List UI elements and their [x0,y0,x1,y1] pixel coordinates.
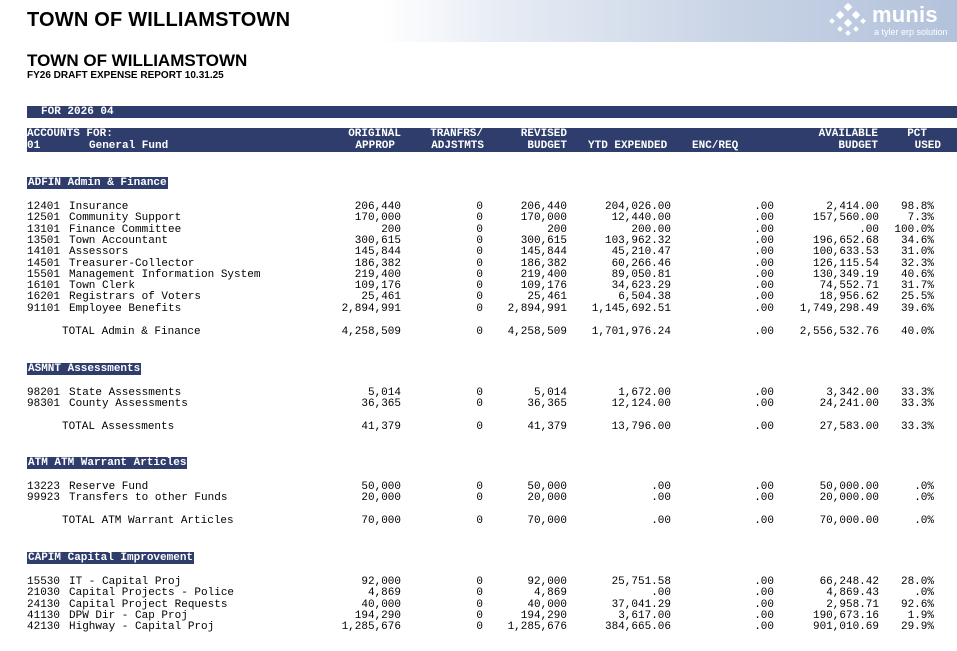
revised-budget-cell: 4,869 [533,587,567,600]
account-code: 99923 [27,492,61,505]
ytd-expended-cell: 3,617.00 [618,609,671,622]
banner-town-name: TOWN OF WILLIAMSTOWN [27,9,291,31]
account-name: Insurance [69,201,129,213]
available-budget-cell: 18,956.62 [819,291,879,304]
tranfrs-adjstmts-cell: 0 [476,325,483,338]
pct-used-cell: 32.3% [900,257,934,270]
account-name: Employee Benefits [69,302,182,315]
tranfrs-adjstmts-cell: 0 [476,246,483,259]
account-code: 15530 [27,576,61,588]
original-approp-cell: 36,365 [361,398,401,411]
available-budget-cell: 4,869.43 [826,587,879,600]
revised-budget-cell: 300,615 [520,234,567,247]
revised-budget-cell: 41,379 [527,421,567,434]
available-budget-cell: 74,552.71 [819,280,879,293]
ytd-expended-cell: 60,266.46 [611,257,671,270]
col-approp: APPROP [355,140,395,152]
tranfrs-adjstmts-cell: 0 [476,280,483,293]
available-budget-cell: 100,633.53 [812,246,879,259]
tranfrs-adjstmts-cell: 0 [476,576,483,588]
pct-used-cell: 39.6% [900,302,934,315]
logo-name: munis [872,2,938,27]
fund-name: General Fund [89,140,169,152]
enc-req-cell: .00 [754,302,774,315]
original-approp-cell: 41,379 [361,421,401,434]
revised-budget-cell: 4,258,509 [507,325,567,338]
pct-used-cell: 33.3% [900,421,934,434]
column-header-bar [27,128,957,152]
enc-req-cell: .00 [754,481,774,493]
tranfrs-adjstmts-cell: 0 [476,481,483,493]
tranfrs-adjstmts-cell: 0 [476,234,483,247]
ytd-expended-cell: 37,041.29 [611,598,671,611]
total-name: TOTAL Assessments [62,421,175,434]
col-adjstmts: ADJSTMTS [431,140,484,152]
col-used: USED [914,140,941,152]
enc-req-cell: .00 [754,515,774,528]
table-row [0,622,957,633]
account-code: 42130 [27,621,61,634]
pct-used-cell: 25.5% [900,291,934,304]
account-code: 13501 [27,234,61,247]
original-approp-cell: 5,014 [367,387,401,399]
pct-used-cell: 34.6% [900,234,934,247]
col-available: AVAILABLE [818,128,878,140]
pct-used-cell: 40.6% [900,268,934,281]
enc-req-cell: .00 [754,387,774,399]
available-budget-cell: 2,958.71 [826,598,879,611]
tranfrs-adjstmts-cell: 0 [476,421,483,434]
ytd-expended-cell: 384,665.06 [604,621,671,634]
available-budget-cell: 157,560.00 [812,212,879,225]
tranfrs-adjstmts-cell: 0 [476,515,483,528]
revised-budget-cell: 36,365 [527,398,567,411]
account-name: Town Accountant [69,234,169,247]
pct-used-cell: 100.0% [894,223,934,236]
enc-req-cell: .00 [754,421,774,434]
col-tranfrs: TRANFRS/ [430,128,483,140]
revised-budget-cell: 109,176 [520,280,567,293]
account-code: 15501 [27,268,61,281]
original-approp-cell: 4,258,509 [341,325,401,338]
col-ytd-expended: YTD EXPENDED [588,140,668,152]
enc-req-cell: .00 [754,291,774,304]
enc-req-cell: .00 [754,398,774,411]
enc-req-cell: .00 [754,621,774,634]
pct-used-cell: 28.0% [900,576,934,588]
available-budget-cell: 130,349.19 [812,268,879,281]
available-budget-cell: 2,556,532.76 [799,325,879,338]
enc-req-cell: .00 [754,325,774,338]
available-budget-cell: 196,652.68 [812,234,879,247]
original-approp-cell: 4,869 [367,587,401,600]
enc-req-cell: .00 [754,201,774,213]
tranfrs-adjstmts-cell: 0 [476,223,483,236]
account-code: 13101 [27,223,61,236]
available-budget-cell: .00 [859,223,879,236]
col-pct: PCT [907,128,927,140]
revised-budget-cell: 194,290 [520,609,567,622]
tranfrs-adjstmts-cell: 0 [476,268,483,281]
table-row [0,247,957,258]
revised-budget-cell: 170,000 [520,212,567,225]
tranfrs-adjstmts-cell: 0 [476,609,483,622]
col-available-budget: BUDGET [838,140,878,152]
original-approp-cell: 2,894,991 [341,302,401,315]
report-title: TOWN OF WILLIAMSTOWN [27,51,248,70]
account-code: 14501 [27,257,61,270]
enc-req-cell: .00 [754,212,774,225]
account-code: 14101 [27,246,61,259]
original-approp-cell: 40,000 [361,598,401,611]
account-code: 12401 [27,201,61,213]
original-approp-cell: 20,000 [361,492,401,505]
ytd-expended-cell: 1,672.00 [618,387,671,399]
pct-used-cell: 40.0% [900,325,934,338]
ytd-expended-cell: .00 [651,515,671,528]
enc-req-cell: .00 [754,492,774,505]
ytd-expended-cell: 45,210.47 [611,246,671,259]
revised-budget-cell: 200 [547,223,567,236]
available-budget-cell: 2,414.00 [826,201,879,213]
original-approp-cell: 1,285,676 [341,621,401,634]
original-approp-cell: 92,000 [361,576,401,588]
pct-used-cell: 33.3% [900,387,934,399]
ytd-expended-cell: 200.00 [631,223,671,236]
original-approp-cell: 25,461 [361,291,401,304]
col-enc-req: ENC/REQ [692,140,739,152]
munis-logo [828,2,953,38]
account-name: Transfers to other Funds [69,492,228,505]
ytd-expended-cell: 1,145,692.51 [591,302,671,315]
period-label: FOR 2026 04 [41,106,114,118]
section-header: CAPIM Capital Improvement [28,552,194,564]
section-header: ASMNT Assessments [28,363,141,375]
pct-used-cell: 33.3% [900,398,934,411]
col-original: ORIGINAL [348,128,401,140]
revised-budget-cell: 2,894,991 [507,302,567,315]
available-budget-cell: 66,248.42 [819,576,879,588]
available-budget-cell: 20,000.00 [819,492,879,505]
pct-used-cell: 1.9% [907,609,934,622]
account-name: Town Clerk [69,280,136,293]
total-name: TOTAL ATM Warrant Articles [62,515,234,528]
tranfrs-adjstmts-cell: 0 [476,598,483,611]
ytd-expended-cell: 25,751.58 [611,576,671,588]
revised-budget-cell: 20,000 [527,492,567,505]
available-budget-cell: 901,010.69 [812,621,879,634]
original-approp-cell: 200 [381,223,401,236]
ytd-expended-cell: 12,124.00 [611,398,671,411]
enc-req-cell: .00 [754,234,774,247]
ytd-expended-cell: 1,701,976.24 [591,325,671,338]
pct-used-cell: .0% [914,515,934,528]
pct-used-cell: 7.3% [907,212,934,225]
original-approp-cell: 219,400 [354,268,401,281]
original-approp-cell: 145,844 [354,246,401,259]
account-name: DPW Dir - Cap Proj [69,609,188,622]
period-bar [27,106,957,118]
pct-used-cell: 92.6% [900,598,934,611]
account-name: Assessors [69,246,129,259]
account-code: 12501 [27,212,61,225]
table-row [0,304,957,315]
col-revised-budget: BUDGET [527,140,567,152]
ytd-expended-cell: 204,026.00 [604,201,671,213]
available-budget-cell: 27,583.00 [819,421,879,434]
ytd-expended-cell: .00 [651,481,671,493]
revised-budget-cell: 50,000 [527,481,567,493]
account-name: Reserve Fund [69,481,149,493]
revised-budget-cell: 25,461 [527,291,567,304]
revised-budget-cell: 40,000 [527,598,567,611]
accounts-for-label: ACCOUNTS FOR: [27,128,113,140]
ytd-expended-cell: .00 [651,492,671,505]
logo-tagline: a tyler erp solution [874,27,948,37]
account-code: 16201 [27,291,61,304]
tranfrs-adjstmts-cell: 0 [476,621,483,634]
pct-used-cell: .0% [914,481,934,493]
original-approp-cell: 109,176 [354,280,401,293]
ytd-expended-cell: 12,440.00 [611,212,671,225]
available-budget-cell: 126,115.54 [812,257,879,270]
enc-req-cell: .00 [754,280,774,293]
pct-used-cell: 31.0% [900,246,934,259]
original-approp-cell: 186,382 [354,257,401,270]
original-approp-cell: 194,290 [354,609,401,622]
enc-req-cell: .00 [754,587,774,600]
enc-req-cell: .00 [754,609,774,622]
ytd-expended-cell: 89,050.81 [611,268,671,281]
section-header: ADFIN Admin & Finance [28,177,167,189]
tranfrs-adjstmts-cell: 0 [476,302,483,315]
available-budget-cell: 1,749,298.49 [799,302,879,315]
total-row [0,516,957,527]
fund-code: 01 [27,140,41,152]
account-name: Finance Committee [69,223,182,236]
tranfrs-adjstmts-cell: 0 [476,212,483,225]
pct-used-cell: 31.7% [900,280,934,293]
account-name: Treasurer-Collector [69,257,195,270]
original-approp-cell: 70,000 [361,515,401,528]
original-approp-cell: 50,000 [361,481,401,493]
report-subtitle: FY26 DRAFT EXPENSE REPORT 10.31.25 [27,70,224,81]
tranfrs-adjstmts-cell: 0 [476,387,483,399]
revised-budget-cell: 1,285,676 [507,621,567,634]
original-approp-cell: 206,440 [354,201,401,213]
tranfrs-adjstmts-cell: 0 [476,398,483,411]
available-budget-cell: 70,000.00 [819,515,879,528]
pct-used-cell: .0% [914,587,934,600]
ytd-expended-cell: .00 [651,587,671,600]
account-name: Capital Project Requests [69,598,228,611]
pct-used-cell: 29.9% [900,621,934,634]
original-approp-cell: 170,000 [354,212,401,225]
enc-req-cell: .00 [754,257,774,270]
section-header: ATM ATM Warrant Articles [28,457,187,469]
table-row [0,292,957,303]
account-name: Capital Projects - Police [69,587,235,600]
ytd-expended-cell: 6,504.38 [618,291,671,304]
top-banner [0,0,957,42]
total-name: TOTAL Admin & Finance [62,325,201,338]
munis-dots-icon [828,3,868,37]
revised-budget-cell: 70,000 [527,515,567,528]
tranfrs-adjstmts-cell: 0 [476,587,483,600]
total-row [0,422,957,433]
table-row [0,399,957,410]
account-name: State Assessments [69,387,182,399]
account-name: IT - Capital Proj [69,576,182,588]
account-name: County Assessments [69,398,188,411]
available-budget-cell: 24,241.00 [819,398,879,411]
table-row [0,213,957,224]
account-name: Management Information System [69,268,261,281]
account-code: 13223 [27,481,61,493]
ytd-expended-cell: 34,623.29 [611,280,671,293]
account-code: 98201 [27,387,61,399]
total-row [0,327,957,338]
revised-budget-cell: 186,382 [520,257,567,270]
enc-req-cell: .00 [754,246,774,259]
tranfrs-adjstmts-cell: 0 [476,291,483,304]
revised-budget-cell: 145,844 [520,246,567,259]
available-budget-cell: 50,000.00 [819,481,879,493]
enc-req-cell: .00 [754,598,774,611]
table-row [0,493,957,504]
account-name: Community Support [69,212,182,225]
revised-budget-cell: 219,400 [520,268,567,281]
revised-budget-cell: 206,440 [520,201,567,213]
col-revised: REVISED [520,128,567,140]
original-approp-cell: 300,615 [354,234,401,247]
revised-budget-cell: 92,000 [527,576,567,588]
available-budget-cell: 3,342.00 [826,387,879,399]
available-budget-cell: 190,673.16 [812,609,879,622]
account-code: 41130 [27,609,61,622]
pct-used-cell: 98.8% [900,201,934,213]
account-code: 21030 [27,587,61,600]
enc-req-cell: .00 [754,268,774,281]
ytd-expended-cell: 103,962.32 [604,234,671,247]
account-code: 16101 [27,280,61,293]
account-code: 91101 [27,302,61,315]
tranfrs-adjstmts-cell: 0 [476,257,483,270]
tranfrs-adjstmts-cell: 0 [476,492,483,505]
enc-req-cell: .00 [754,576,774,588]
account-code: 98301 [27,398,61,411]
tranfrs-adjstmts-cell: 0 [476,201,483,213]
enc-req-cell: .00 [754,223,774,236]
account-name: Registrars of Voters [69,291,202,304]
account-name: Highway - Capital Proj [69,621,215,634]
ytd-expended-cell: 13,796.00 [611,421,671,434]
table-row [0,588,957,599]
account-code: 24130 [27,598,61,611]
revised-budget-cell: 5,014 [533,387,567,399]
pct-used-cell: .0% [914,492,934,505]
